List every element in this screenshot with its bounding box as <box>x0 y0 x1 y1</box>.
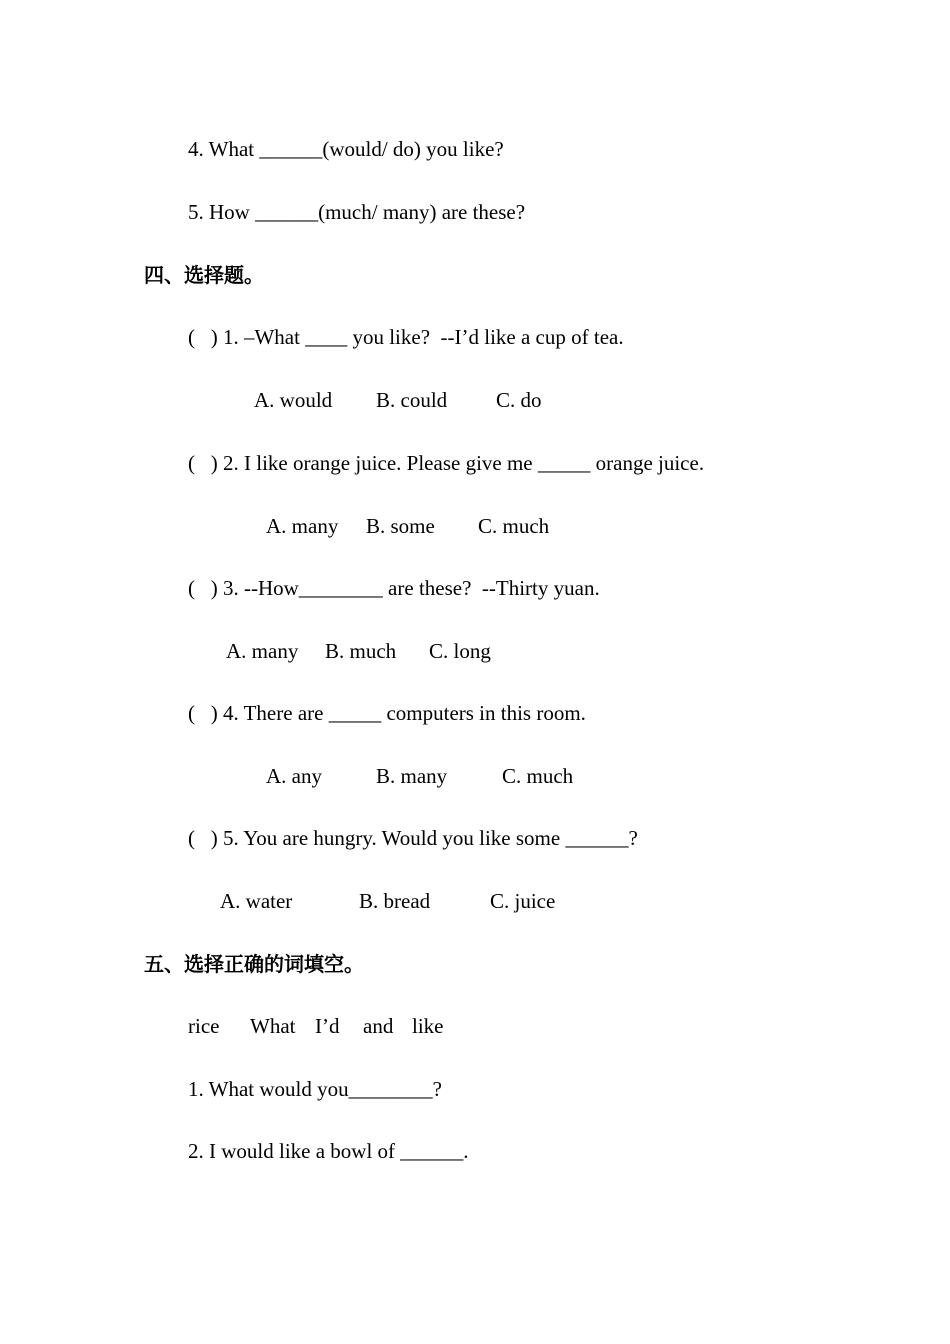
section4-q3-option-a: A. many <box>226 639 299 663</box>
section4-q4-option-a: A. any <box>266 764 322 788</box>
section4-q4-stem: ( ) 4. There are _____ computers in this room. <box>188 701 586 725</box>
section5-heading: 五、选择正确的词填空。 <box>144 952 364 976</box>
section4-q5-stem: ( ) 5. You are hungry. Would you like some ______? <box>188 826 638 850</box>
section4-q5-option-a: A. water <box>220 889 293 913</box>
section3-question-5: 5. How ______(much/ many) are these? <box>188 200 526 224</box>
section4-q2-option-a: A. many <box>266 514 339 538</box>
section4-q1-stem: ( ) 1. –What ____ you like? --I’d like a cup of tea. <box>188 325 624 349</box>
section5-question-2: 2. I would like a bowl of ______. <box>188 1139 469 1163</box>
section4-q4-option-b: B. many <box>376 764 448 788</box>
section4-q1-option-c: C. do <box>496 388 542 412</box>
section4-q5-option-b: B. bread <box>359 889 431 913</box>
section4-q3-option-c: C. long <box>429 639 491 663</box>
section4-q3-option-b: B. much <box>325 639 397 663</box>
section4-q5-option-c: C. juice <box>490 889 556 913</box>
word-bank-item: I’d <box>315 1014 340 1038</box>
section4-q2-stem: ( ) 2. I like orange juice. Please give me _____ orange juice. <box>188 451 705 475</box>
word-bank-item: rice <box>188 1014 220 1038</box>
word-bank-item: and <box>363 1014 394 1038</box>
section4-q1-option-a: A. would <box>254 388 333 412</box>
section4-heading: 四、选择题。 <box>144 263 264 287</box>
section3-question-4: 4. What ______(would/ do) you like? <box>188 137 504 161</box>
section4-q2-option-b: B. some <box>366 514 435 538</box>
section4-q1-option-b: B. could <box>376 388 448 412</box>
section5-question-1: 1. What would you________? <box>188 1077 442 1101</box>
section4-q3-stem: ( ) 3. --How________ are these? --Thirty yuan. <box>188 576 600 600</box>
section4-q2-option-c: C. much <box>478 514 550 538</box>
word-bank-item: like <box>412 1014 444 1038</box>
word-bank-item: What <box>250 1014 296 1038</box>
section4-q4-option-c: C. much <box>502 764 574 788</box>
